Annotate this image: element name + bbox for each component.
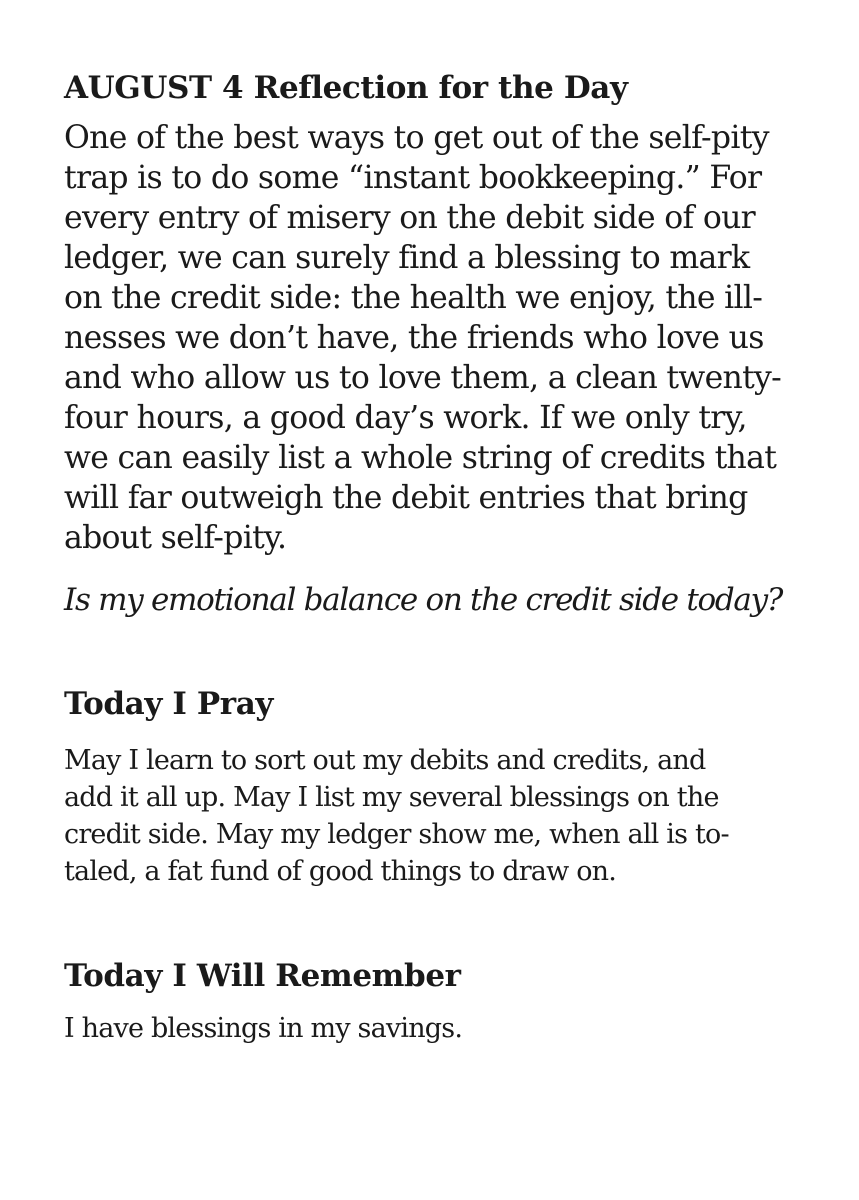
reflection-line: four hours, a good day’s work. If we only try, <box>64 400 747 436</box>
reflection-line: every entry of misery on the debit side of our <box>64 200 756 236</box>
remember-body <box>64 1010 804 1047</box>
reflection-line: we can easily list a whole string of credits that <box>64 440 777 476</box>
pray-title: Today I Pray <box>64 686 273 722</box>
reflection-line: and who allow us to love them, a clean twenty- <box>64 360 782 396</box>
remember-title: Today I Will Remember <box>64 958 461 994</box>
pray-line: taled, a fat fund of good things to draw on. <box>64 856 617 887</box>
pray-line: May I learn to sort out my debits and credits, and <box>64 745 706 776</box>
reflection-body <box>64 118 804 558</box>
reflection-line: ledger, we can surely find a blessing to mark <box>64 240 750 276</box>
pray-body <box>64 742 804 890</box>
reflection-line: about self-pity. <box>64 520 287 556</box>
page-content <box>64 68 804 1047</box>
reflection-line: nesses we don’t have, the friends who love us <box>64 320 764 356</box>
reflection-title: AUGUST 4 Reflection for the Day <box>64 70 628 106</box>
remember-line: I have blessings in my savings. <box>64 1013 463 1044</box>
pray-line: credit side. May my ledger show me, when all is to- <box>64 819 729 850</box>
reflection-line: trap is to do some “instant bookkeeping.” For <box>64 160 762 196</box>
reflection-line: One of the best ways to get out of the self-pity <box>64 120 769 156</box>
reflection-question: Is my emotional balance on the credit side today? <box>64 582 783 618</box>
pray-line: add it all up. May I list my several blessings on the <box>64 782 719 813</box>
reflection-line: on the credit side: the health we enjoy, the ill- <box>64 280 763 316</box>
reflection-line: will far outweigh the debit entries that bring <box>64 480 748 516</box>
